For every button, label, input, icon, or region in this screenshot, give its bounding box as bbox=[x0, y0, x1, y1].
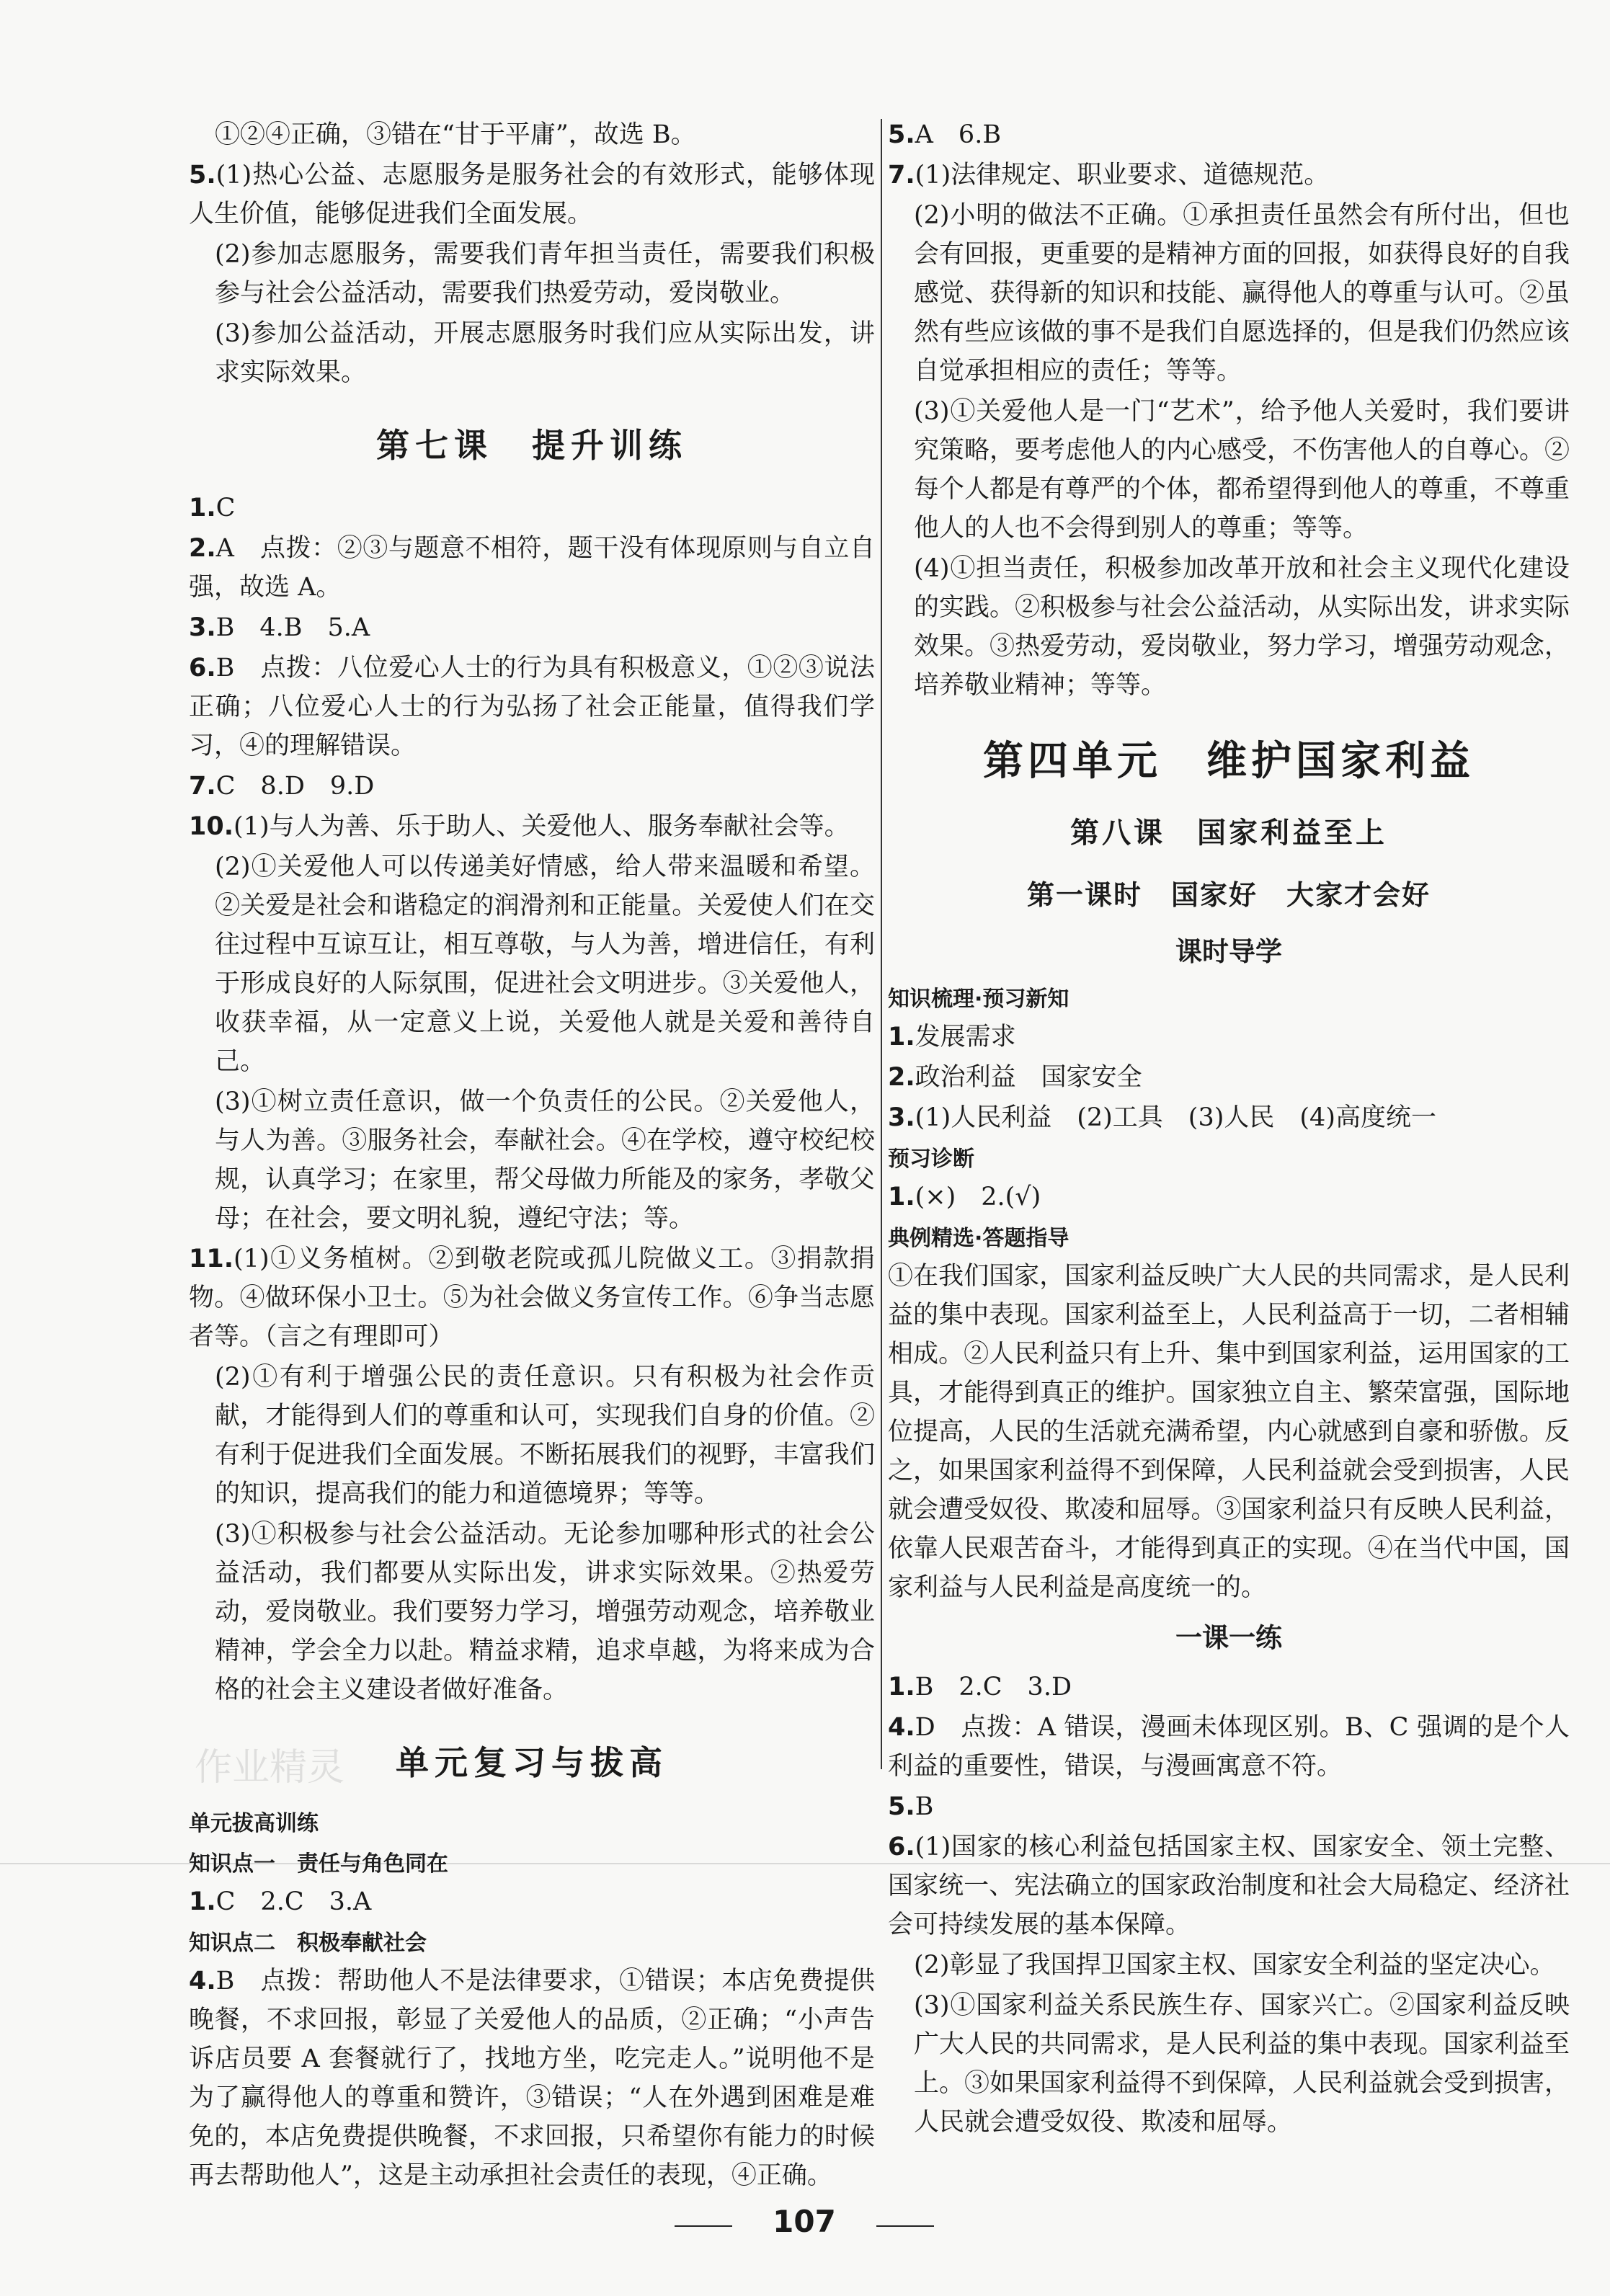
item-number: 5. bbox=[888, 1792, 915, 1821]
answer-paragraph bbox=[189, 1082, 875, 1238]
answer-paragraph bbox=[189, 235, 875, 313]
answer-text: (1)与人为善、乐于助人、关爱他人、服务奉献社会等。 bbox=[234, 812, 850, 841]
item-number: 2. bbox=[189, 534, 216, 563]
answer-text: B 点拨：帮助他人不是法律要求，①错误；本店免费提供晚餐，不求回报，彰显了关爱他人的品质，②正确；“小声告诉店员要 A 套餐就行了，找地方坐，吃完走人。”说明他不是为了赢得他人的尊重和赞许，③错误；“人在外遇到困难是难免的，本店免费提供晚餐，不求回报，只希望你有能力的时候再去帮助他人”，这是主动承担社会责任的表现，④正确。 bbox=[189, 1967, 875, 2190]
answer-text: (×) 2.(√) bbox=[915, 1183, 1041, 1211]
section-heading: 第七课 提升训练 bbox=[376, 426, 688, 465]
answer-text: 政治利益 国家安全 bbox=[915, 1063, 1142, 1092]
answer-text: B 4.B 5.A bbox=[215, 613, 370, 642]
period-heading: 第一课时 国家好 大家才会好 bbox=[1026, 879, 1431, 911]
answer-paragraph bbox=[189, 1358, 875, 1513]
answer-paragraph bbox=[888, 1828, 1570, 1944]
item-number: 1. bbox=[888, 1023, 915, 1051]
answer-text: (3)①关爱他人是一门“艺术”，给予他人关爱时，我们要讲究策略，要考虑他人的内心感受，不伤害他人的自尊心。②每个人都是有尊严的个体，都希望得到他人的尊重，不尊重他人的人也不会得到别人的尊重；等等。 bbox=[914, 397, 1570, 543]
item-number: 11. bbox=[189, 1245, 234, 1273]
page-number: 107 bbox=[725, 2204, 884, 2239]
answer-paragraph bbox=[189, 529, 875, 607]
answer-paragraph bbox=[888, 1668, 1570, 1707]
answer-text: C 2.C 3.A bbox=[215, 1887, 372, 1916]
answer-text: (3)①积极参与社会公益活动。无论参加哪种形式的社会公益活动，我们都要从实际出发，讲求实际效果。②热爱劳动，爱岗敬业。我们要努力学习，增强劳动观念，培养敬业精神，学会全力以赴。精益求精，追求卓越，为将来成为合格的社会主义建设者做好准备。 bbox=[215, 1520, 875, 1704]
answer-paragraph bbox=[888, 1257, 1570, 1607]
answer-text: 发展需求 bbox=[915, 1023, 1016, 1051]
subsection-label: 典例精选·答题指导 bbox=[888, 1226, 1069, 1251]
answer-paragraph bbox=[189, 847, 875, 1081]
watermark: 作业精灵 bbox=[195, 1746, 345, 1789]
answer-text: (2)参加志愿服务，需要我们青年担当责任，需要我们积极参与社会公益活动，需要我们热爱劳动，爱岗敬业。 bbox=[215, 240, 875, 308]
block-heading: 一课一练 bbox=[1175, 1622, 1282, 1653]
answer-paragraph bbox=[888, 1986, 1570, 2142]
subsection-label: 预习诊断 bbox=[888, 1147, 974, 1172]
answer-text: (4)①担当责任，积极参加改革开放和社会主义现代化建设的实践。②积极参与社会公益活动，从实际出发，讲求实际效果。③热爱劳动，爱岗敬业，努力学习，增强劳动观念，培养敬业精神；等等。 bbox=[914, 554, 1570, 700]
answer-text: (3)①国家利益关系民族生存、国家兴亡。②国家利益反映广大人民的共同需求，是人民利益的集中表现。国家利益至上。③如果国家利益得不到保障，人民利益就会受到损害，人民就会遭受奴役、欺凌和屈辱。 bbox=[914, 1991, 1570, 2137]
answer-text: (2)彰显了我国捍卫国家主权、国家安全利益的坚定决心。 bbox=[914, 1951, 1555, 1980]
answer-paragraph bbox=[888, 1787, 1570, 1826]
item-number: 7. bbox=[189, 772, 216, 801]
answer-text: ①②④正确，③错在“甘于平庸”，故选 B。 bbox=[215, 120, 696, 149]
answer-paragraph bbox=[888, 115, 1570, 154]
answer-text: A 点拨：②③与题意不相符，题干没有体现原则与自立自强，故选 A。 bbox=[189, 534, 875, 602]
answer-text: (3)①树立责任意识，做一个负责任的公民。②关爱他人，与人为善。③服务社会，奉献社会。④在学校，遵守校纪校规，认真学习；在家里，帮父母做力所能及的家务，孝敬父母；在社会，要文明礼貌，遵纪守法；等。 bbox=[215, 1087, 875, 1233]
answer-paragraph bbox=[888, 1946, 1570, 1985]
answer-paragraph bbox=[888, 1058, 1570, 1097]
item-number: 5. bbox=[189, 161, 216, 190]
answer-paragraph bbox=[888, 1098, 1570, 1137]
answer-paragraph bbox=[189, 156, 875, 233]
item-number: 4. bbox=[189, 1967, 216, 1995]
item-number: 6. bbox=[888, 1833, 915, 1861]
answer-text: (2)小明的做法不正确。①承担责任虽然会有所付出，但也会有回报，更重要的是精神方面的回报，如获得良好的自我感觉、获得新的知识和技能、赢得他人的尊重与认可。②虽然有些应该做的事不是我们自愿选择的，但是我们仍然应该自觉承担相应的责任；等等。 bbox=[914, 201, 1570, 386]
answer-paragraph bbox=[888, 549, 1570, 705]
answer-paragraph bbox=[888, 196, 1570, 391]
answer-paragraph bbox=[888, 1178, 1570, 1216]
answer-paragraph bbox=[189, 608, 875, 647]
answer-paragraph bbox=[189, 489, 875, 528]
subsection-label: 知识点一 责任与角色同在 bbox=[189, 1851, 448, 1877]
answer-text: B bbox=[915, 1792, 934, 1821]
answer-text: C bbox=[215, 494, 236, 522]
answer-paragraph bbox=[888, 392, 1570, 548]
item-number: 1. bbox=[189, 494, 216, 522]
answer-text: (1)①义务植树。②到敬老院或孤儿院做义工。③捐款捐物。④做环保小卫士。⑤为社会做义务宣传工作。⑥争当志愿者等。（言之有理即可） bbox=[189, 1245, 875, 1351]
answer-text: (1)热心公益、志愿服务是服务社会的有效形式，能够体现人生价值，能够促进我们全面发展。 bbox=[189, 161, 875, 228]
subsection-label: 知识点二 积极奉献社会 bbox=[189, 1931, 427, 1956]
subsection-label: 单元拔高训练 bbox=[189, 1811, 319, 1836]
answer-text: (1)法律规定、职业要求、道德规范。 bbox=[915, 161, 1330, 190]
item-number: 1. bbox=[189, 1887, 216, 1916]
answer-text: D 点拨：A 错误，漫画未体现区别。B、C 强调的是个人利益的重要性，错误，与漫画寓意不符。 bbox=[888, 1713, 1570, 1781]
item-number: 4. bbox=[888, 1713, 915, 1742]
answer-paragraph bbox=[888, 156, 1570, 195]
item-number: 5. bbox=[888, 120, 915, 149]
answer-paragraph bbox=[189, 649, 875, 765]
item-number: 6. bbox=[189, 654, 216, 682]
subsection-label: 知识梳理·预习新知 bbox=[888, 987, 1069, 1012]
answer-text: ①在我们国家，国家利益反映广大人民的共同需求，是人民利益的集中表现。国家利益至上，人民利益高于一切，二者相辅相成。②人民利益只有上升、集中到国家利益，运用国家的工具，才能得到真正的维护。国家独立自主、繁荣富强，国际地位提高，人民的生活就充满希望，内心就感到自豪和骄傲。反之，如果国家利益得不到保障，人民利益就会受到损害，人民就会遭受奴役、欺凌和屈辱。③国家利益只有反映人民利益，依靠人民艰苦奋斗，才能得到真正的实现。④在当代中国，国家利益与人民利益是高度统一的。 bbox=[888, 1262, 1570, 1602]
unit-heading: 第四单元 维护国家利益 bbox=[983, 738, 1475, 785]
item-number: 1. bbox=[888, 1673, 915, 1701]
answer-paragraph bbox=[189, 115, 875, 154]
item-number: 1. bbox=[888, 1183, 915, 1211]
answer-paragraph bbox=[189, 807, 875, 846]
answer-paragraph bbox=[189, 1962, 875, 2195]
item-number: 3. bbox=[189, 613, 216, 642]
answer-text: A 6.B bbox=[915, 120, 1002, 149]
answer-text: (1)国家的核心利益包括国家主权、国家安全、领土完整、国家统一、宪法确立的国家政治制度和社会大局稳定、经济社会可持续发展的基本保障。 bbox=[888, 1833, 1570, 1939]
item-number: 2. bbox=[888, 1063, 915, 1092]
answer-paragraph bbox=[888, 1708, 1570, 1786]
answer-paragraph bbox=[189, 1240, 875, 1356]
answer-paragraph bbox=[189, 1515, 875, 1709]
answer-text: (2)①关爱他人可以传递美好情感，给人带来温暖和希望。②关爱是社会和谐稳定的润滑剂和正能量。关爱使人们在交往过程中互谅互让，相互尊敬，与人为善，增进信任，有利于形成良好的人际氛围，促进社会文明进步。③关爱他人，收获幸福，从一定意义上说，关爱他人就是关爱和善待自己。 bbox=[215, 853, 875, 1076]
answer-text: B 点拨：八位爱心人士的行为具有积极意义，①②③说法正确；八位爱心人士的行为弘扬了社会正能量，值得我们学习，④的理解错误。 bbox=[189, 654, 875, 760]
block-heading: 课时导学 bbox=[1175, 936, 1282, 967]
left-column bbox=[189, 115, 875, 2197]
answer-paragraph bbox=[189, 314, 875, 392]
item-number: 7. bbox=[888, 161, 915, 190]
answer-paragraph bbox=[189, 767, 875, 806]
answer-text: (2)①有利于增强公民的责任意识。只有积极为社会作贡献，才能得到人们的尊重和认可，实现我们自身的价值。②有利于促进我们全面发展。不断拓展我们的视野，丰富我们的知识，提高我们的能力和道德境界；等等。 bbox=[215, 1363, 875, 1508]
answer-paragraph bbox=[888, 1018, 1570, 1056]
answer-text: (3)参加公益活动，开展志愿服务时我们应从实际出发，讲求实际效果。 bbox=[215, 319, 875, 387]
answer-paragraph bbox=[189, 1882, 875, 1921]
item-number: 3. bbox=[888, 1103, 915, 1132]
right-column bbox=[888, 115, 1570, 2143]
column-divider bbox=[881, 119, 882, 1769]
answer-text: C 8.D 9.D bbox=[215, 772, 375, 801]
answer-text: (1)人民利益 (2)工具 (3)人民 (4)高度统一 bbox=[915, 1103, 1436, 1132]
answer-text: B 2.C 3.D bbox=[915, 1673, 1072, 1701]
section-heading: 单元复习与拔高 bbox=[396, 1743, 668, 1782]
item-number: 10. bbox=[189, 812, 234, 841]
lesson-heading: 第八课 国家利益至上 bbox=[1070, 816, 1387, 850]
